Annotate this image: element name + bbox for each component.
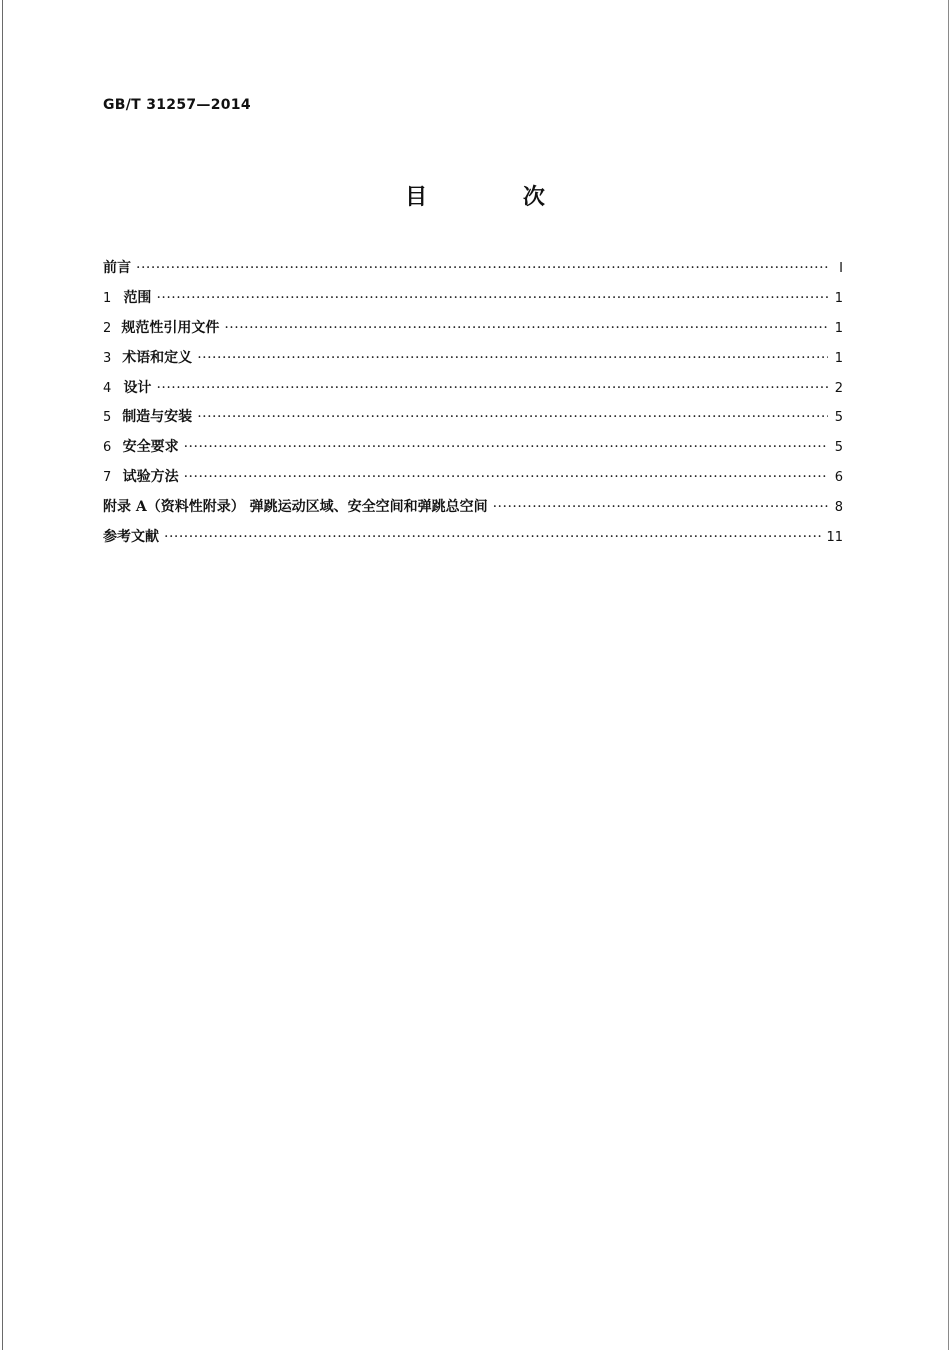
toc-entry-page: 1 [834, 290, 843, 306]
toc-title: 目 次 [405, 184, 589, 210]
leader-dots [156, 380, 828, 396]
toc-entry-page: Ⅰ [839, 261, 843, 276]
leader-dots [184, 469, 828, 485]
toc-entry-label: 参考文献 [103, 529, 159, 546]
leader-dots [136, 260, 828, 276]
toc-entry-page: 1 [834, 320, 843, 336]
toc-entry-design[interactable] [103, 377, 843, 407]
toc-entry-annex-a[interactable] [103, 496, 843, 526]
toc-entry-page: 1 [834, 350, 843, 366]
toc-entry-label: 规范性引用文件 [121, 319, 220, 336]
toc-entry-test-methods[interactable] [103, 466, 843, 496]
toc-entry-label: 试验方法 [122, 469, 179, 486]
toc-entry-label: 附录 A（资料性附录） 弹跳运动区域、安全空间和弹跳总空间 [103, 499, 488, 516]
toc-entry-number: 3 [103, 350, 112, 366]
toc-entry-label: 前言 [103, 260, 131, 276]
toc-entry-manufacture[interactable] [103, 406, 843, 436]
toc-entry-number: 6 [103, 440, 112, 456]
table-of-contents [103, 257, 843, 556]
leader-dots [164, 529, 821, 545]
leader-dots [493, 499, 828, 515]
leader-dots [197, 409, 828, 425]
toc-entry-number: 4 [103, 380, 112, 396]
toc-entry-bibliography[interactable] [103, 526, 843, 556]
toc-entry-normative-references[interactable] [103, 317, 843, 347]
toc-entry-scope[interactable] [103, 287, 843, 317]
leader-dots [184, 439, 828, 455]
toc-entry-number: 5 [103, 410, 112, 426]
toc-entry-page: 5 [834, 440, 843, 456]
leader-dots [224, 320, 828, 336]
toc-entry-safety[interactable] [103, 436, 843, 466]
toc-entry-number: 2 [103, 320, 112, 336]
toc-entry-label: 制造与安装 [122, 409, 193, 426]
toc-entry-foreword[interactable] [103, 257, 843, 287]
toc-entry-label: 术语和定义 [122, 349, 193, 366]
toc-entry-number: 7 [103, 470, 112, 486]
toc-entry-label: 设计 [123, 379, 152, 396]
toc-entry-page: 8 [834, 500, 843, 516]
toc-entry-label: 范围 [123, 289, 152, 306]
toc-entry-page: 6 [834, 470, 843, 486]
toc-entry-page: 11 [826, 530, 843, 546]
leader-dots [197, 350, 828, 366]
toc-entry-label: 安全要求 [122, 439, 179, 456]
leader-dots [156, 290, 828, 306]
toc-entry-page: 2 [834, 380, 843, 396]
toc-entry-number: 1 [103, 290, 112, 306]
toc-entry-page: 5 [834, 410, 843, 426]
toc-entry-terms[interactable] [103, 347, 843, 377]
standard-code: GB/T 31257—2014 [103, 97, 251, 113]
